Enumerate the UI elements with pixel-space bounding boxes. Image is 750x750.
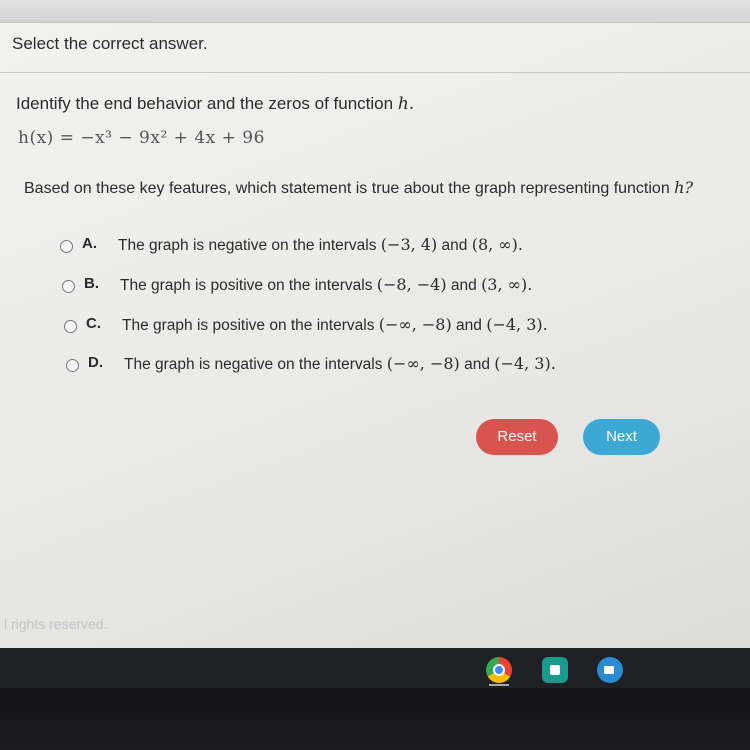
laptop-bezel bbox=[0, 688, 750, 750]
taskbar bbox=[0, 648, 750, 688]
option-statement: The graph is negative on the intervals bbox=[124, 356, 387, 373]
prompt-text bbox=[16, 94, 414, 114]
option-statement: The graph is positive on the intervals bbox=[122, 317, 379, 334]
option-letter: D. bbox=[88, 354, 103, 371]
interval-2: (−4, 3) bbox=[494, 354, 551, 373]
prompt-function: h. bbox=[397, 94, 415, 114]
radio-button-a[interactable] bbox=[60, 240, 73, 253]
option-statement: The graph is positive on the intervals bbox=[120, 277, 377, 294]
interval-1: (−∞, −8) bbox=[386, 354, 460, 373]
option-letter: A. bbox=[82, 235, 97, 252]
prompt-body: Identify the end behavior and the zeros of function bbox=[16, 94, 398, 113]
question-text bbox=[24, 178, 693, 198]
option-letter: B. bbox=[84, 275, 99, 292]
question-function: h? bbox=[674, 178, 694, 197]
reset-button[interactable]: Reset bbox=[476, 419, 558, 455]
option-text bbox=[120, 275, 532, 295]
radio-button-d[interactable] bbox=[66, 359, 79, 372]
interval-1: (−8, −4) bbox=[376, 275, 447, 294]
radio-button-c[interactable] bbox=[64, 320, 77, 333]
period: . bbox=[550, 354, 556, 373]
option-statement: The graph is negative on the intervals bbox=[118, 237, 381, 254]
function-equation: h(x) = −x³ − 9x² + 4x + 96 bbox=[18, 128, 265, 148]
divider bbox=[0, 72, 750, 73]
interval-2: (8, ∞) bbox=[471, 235, 518, 254]
question-body: Based on these key features, which statement is true about the graph representing function bbox=[24, 180, 675, 197]
next-button[interactable]: Next bbox=[583, 419, 660, 455]
option-letter: C. bbox=[86, 315, 101, 332]
period: . bbox=[527, 275, 533, 294]
option-text bbox=[122, 315, 548, 335]
instruction-text: Select the correct answer. bbox=[12, 34, 208, 53]
interval-2: (−4, 3) bbox=[486, 315, 543, 334]
interval-1: (−3, 4) bbox=[380, 235, 438, 254]
conjunction: and bbox=[446, 277, 482, 294]
meet-icon[interactable] bbox=[597, 657, 623, 683]
chrome-icon[interactable] bbox=[486, 657, 512, 683]
conjunction: and bbox=[437, 237, 472, 254]
store-icon[interactable] bbox=[542, 657, 568, 683]
option-text bbox=[124, 354, 556, 374]
interval-2: (3, ∞) bbox=[481, 275, 528, 294]
active-app-indicator bbox=[489, 684, 509, 686]
option-text bbox=[118, 235, 523, 255]
copyright-footer: l rights reserved. bbox=[4, 616, 108, 632]
conjunction: and bbox=[459, 356, 495, 373]
period: . bbox=[517, 235, 523, 254]
interval-1: (−∞, −8) bbox=[378, 315, 452, 334]
conjunction: and bbox=[451, 317, 487, 334]
browser-top-strip bbox=[0, 0, 750, 23]
period: . bbox=[542, 315, 548, 334]
radio-button-b[interactable] bbox=[62, 280, 75, 293]
